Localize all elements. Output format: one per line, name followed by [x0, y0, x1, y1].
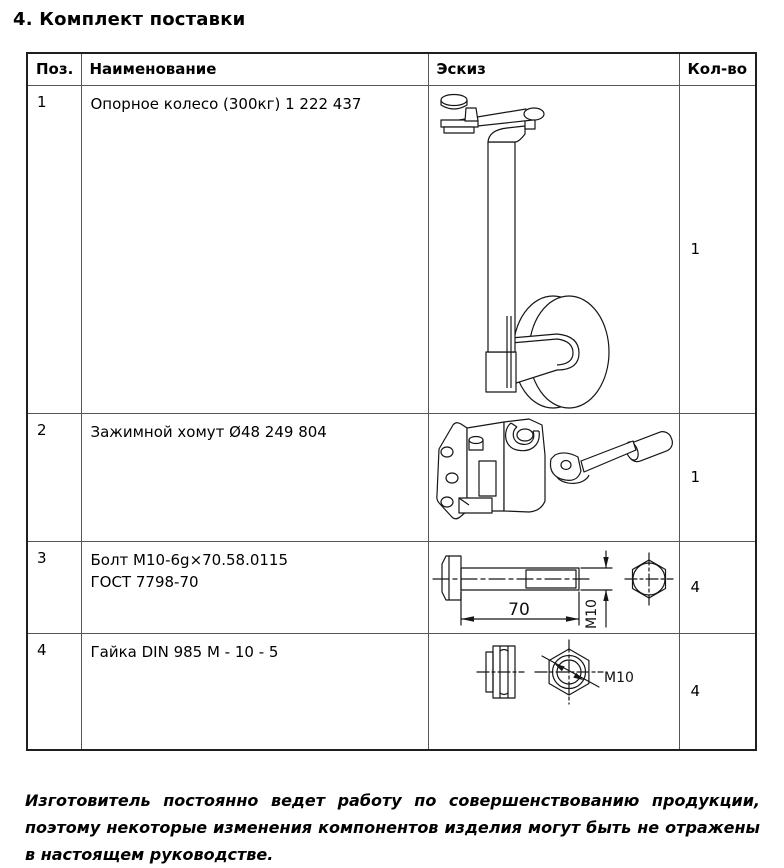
- bolt-length-label: 70: [507, 600, 530, 620]
- sketch-cell: [428, 413, 679, 541]
- bolt-thread-label: M10: [583, 599, 600, 629]
- table-row-support-wheel: [27, 85, 756, 413]
- qty-cell: 4: [679, 541, 756, 633]
- clamp-drawing-icon: [429, 415, 676, 539]
- pos-cell: 2: [27, 413, 81, 541]
- table-row-nut: [27, 633, 756, 750]
- name-line-2: ГОСТ 7798-70: [90, 572, 199, 591]
- footer-line: поэтому некоторые изменения компонентов изделия могут быть не отражены: [25, 818, 760, 837]
- lock-nut-drawing-icon: [429, 635, 676, 748]
- table-header-row: [27, 53, 756, 85]
- header-pos: Поз.: [27, 53, 81, 85]
- sketch-cell: [428, 85, 679, 413]
- sketch-cell: [428, 541, 679, 633]
- delivery-set-table: [26, 52, 757, 751]
- qty-cell: 1: [679, 413, 756, 541]
- sketch-cell: [428, 633, 679, 750]
- table-row-clamp: [27, 413, 756, 541]
- name-cell: Гайка DIN 985 M - 10 - 5: [81, 633, 428, 750]
- pos-cell: 3: [27, 541, 81, 633]
- name-cell: Зажимной хомут Ø48 249 804: [81, 413, 428, 541]
- footer-line: в настоящем руководстве.: [25, 845, 274, 864]
- footer-note: [25, 787, 760, 868]
- name-cell: [81, 541, 428, 633]
- qty-cell: 4: [679, 633, 756, 750]
- bolt-drawing-icon: [429, 543, 676, 631]
- nut-thread-label: M10: [603, 669, 634, 686]
- name-cell: Опорное колесо (300кг) 1 222 437: [81, 85, 428, 413]
- support-wheel-drawing-icon: [429, 88, 676, 410]
- page-title: 4. Комплект поставки: [13, 9, 246, 30]
- table-row-bolt: [27, 541, 756, 633]
- footer-line: Изготовитель постоянно ведет работу по совершенствованию продукции,: [25, 791, 760, 810]
- qty-cell: 1: [679, 85, 756, 413]
- header-sketch: Эскиз: [428, 53, 679, 85]
- name-line-1: Болт M10-6g×70.58.0115: [90, 550, 289, 569]
- pos-cell: 1: [27, 85, 81, 413]
- pos-cell: 4: [27, 633, 81, 750]
- header-qty: Кол-во: [679, 53, 756, 85]
- header-name: Наименование: [81, 53, 428, 85]
